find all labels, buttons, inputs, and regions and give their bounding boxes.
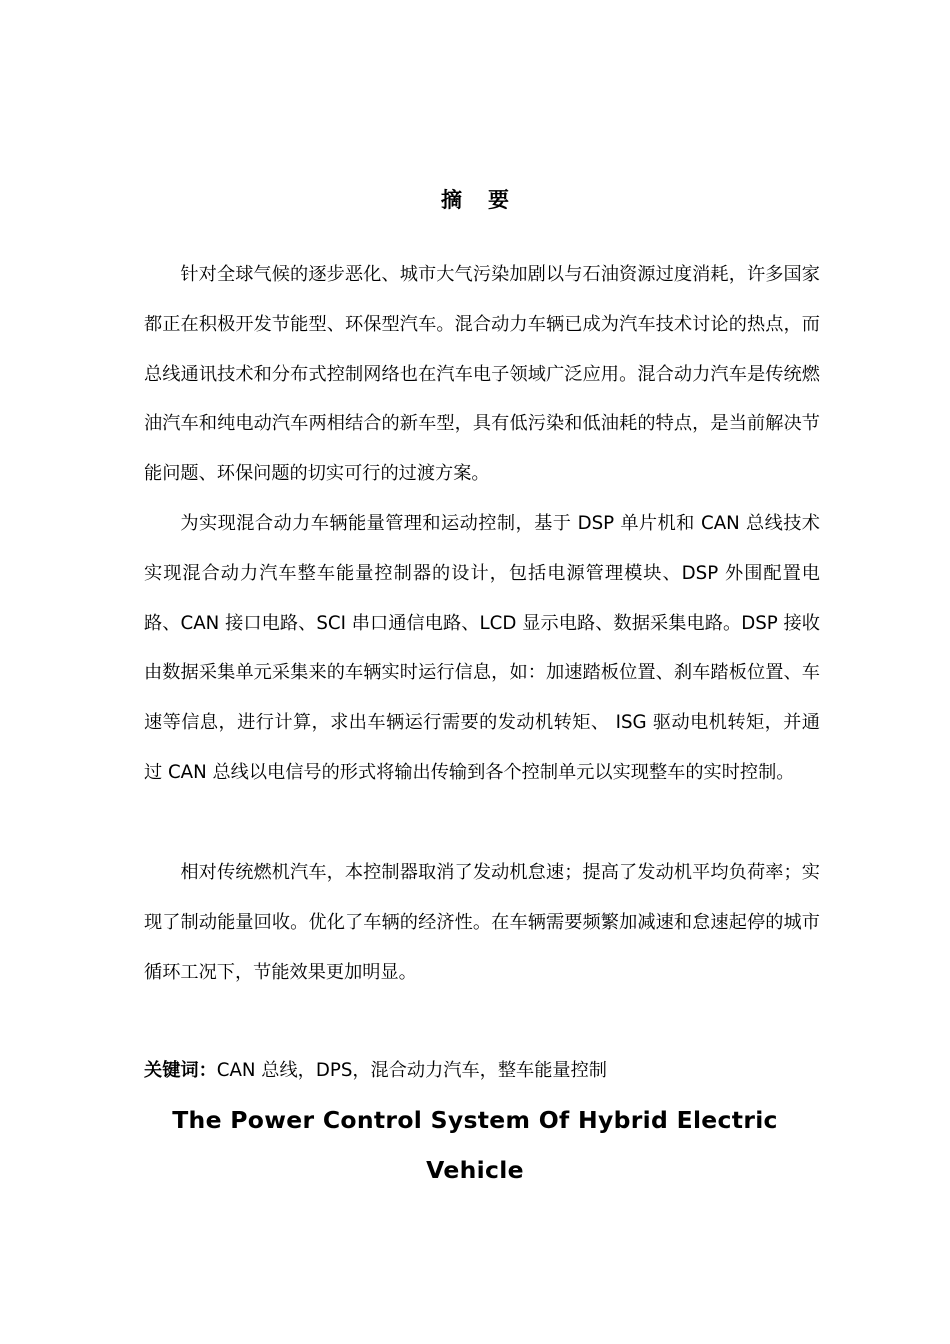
keywords-value: CAN 总线，DPS，混合动力汽车，整车能量控制 (216, 1060, 607, 1081)
paragraph-text: 针对全球气候的逐步恶化、城市大气污染加剧以与石油资源过度消耗，许多国家都正在积极开发节能型、环保型汽车。混合动力车辆已成为汽车技术讨论的热点，而总线通讯技术和分布式控制网络也在汽车电子领域广泛应用。混合动力汽车是传统燃油汽车和纯电动汽车两相结合的新车型，具有低污染和低油耗的特点，是当前解决节能问题、环保问题的切实可行的过渡方案。 (144, 264, 820, 485)
paragraph-text: 相对传统燃机汽车，本控制器取消了发动机怠速；提高了发动机平均负荷率；实现了制动能量回收。优化了车辆的经济性。在车辆需要频繁加减速和怠速起停的城市循环工况下，节能效果更加明显。 (144, 862, 820, 983)
keywords-line (144, 1054, 844, 1088)
paragraph-text: 为实现混合动力车辆能量管理和运动控制，基于 DSP 单片机和 CAN 总线技术实现混合动力汽车整车能量控制器的设计，包括电源管理模块、DSP 外围配置电路、CAN 接口电路、SCI 串口通信电路、LCD 显示电路、数据采集电路。DSP 接收由数据采集单元采集来的车辆实时运行信息，如：加速踏板位置、刹车踏板位置、车速等信息，进行计算，求出车辆运行需要的发动机转矩、 ISG 驱动电机转矩，并通过 CAN 总线以电信号的形式将输出传输到各个控制单元以实现整车的实时控制。 (144, 513, 820, 783)
keywords-label: 关键词： (144, 1060, 217, 1081)
abstract-paragraph-1 (144, 250, 820, 499)
english-title: The Power Control System Of Hybrid Electric Vehicle (172, 1106, 778, 1184)
abstract-title: 摘要 (441, 188, 535, 212)
abstract-paragraph-3 (144, 848, 820, 997)
abstract-paragraph-2 (144, 499, 820, 798)
